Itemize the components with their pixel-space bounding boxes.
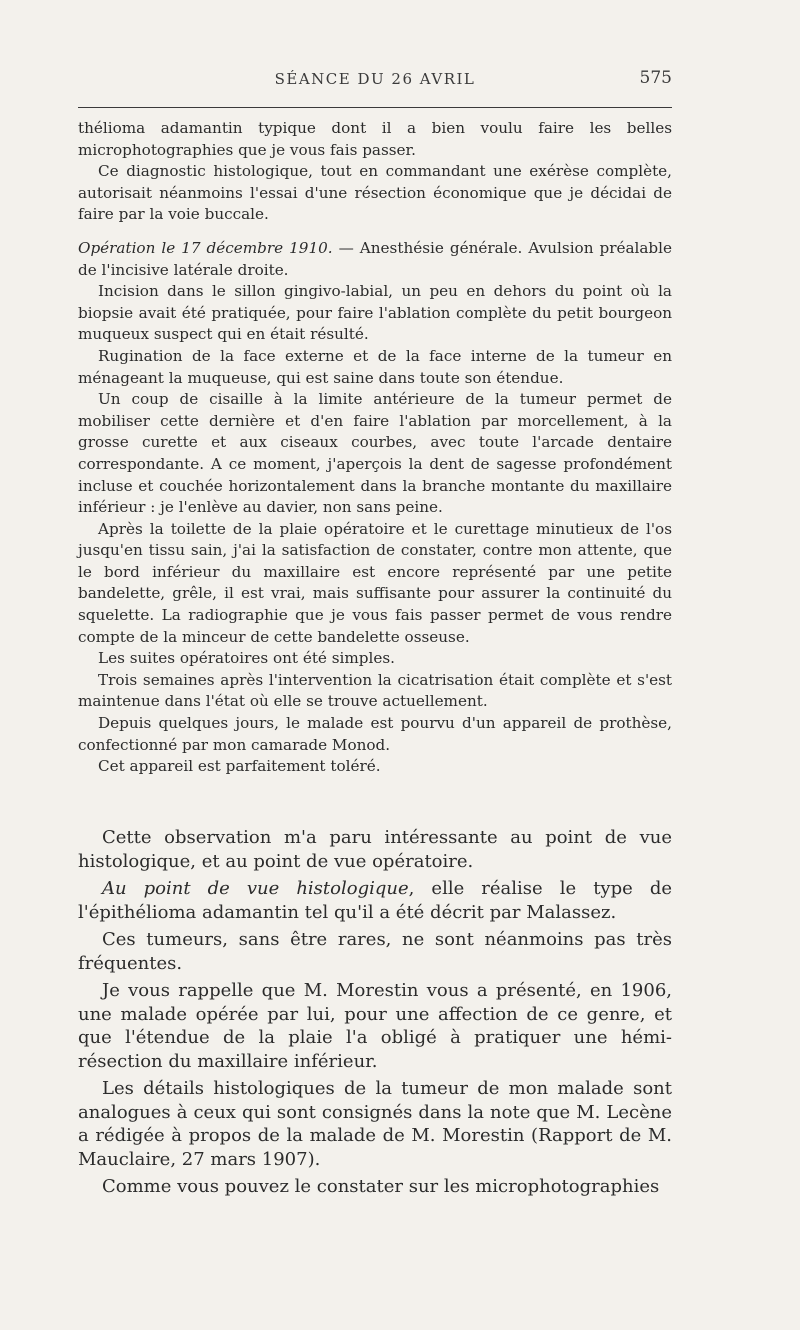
paragraph: Cet appareil est parfaitement toléré. — [98, 757, 381, 776]
paragraph: Trois semaines après l'intervention la cicatrisation était complète et s'est maintenue dans l'état où elle se trouve actuellement. — [78, 670, 672, 711]
paragraph: Ces tumeurs, sans être rares, ne sont néanmoins pas très fréquentes. — [78, 929, 672, 974]
running-head: SÉANCE DU 26 AVRIL — [274, 70, 476, 88]
paragraph: Un coup de cisaille à la limite antérieure de la tumeur permet de mobiliser cette dernière et d'en faire l'ablation par morcellement, à la grosse curette et aux ciseaux courbes, avec toute l'arcade dentaire correspondante. A ce moment, j'aperçois la dent de sagesse profondément incluse et couchée horizontalement dans la branche montante du maxillaire inférieur : je l'enlève au davier, non sans peine. — [78, 390, 672, 517]
operation-paragraph — [78, 238, 672, 281]
paragraph: Après la toilette de la plaie opératoire et le curettage minutieux de l'os jusqu'en tissu sain, j'ai la satisfaction de constater, contre mon attente, que le bord inférieur du maxillaire est encore représenté par une petite bandelette, grêle, il est vrai, mais suffisante pour assurer la continuité du squelette. La radiographie que je vous fais passer permet de vous rendre compte de la minceur de cette bandelette osseuse. — [78, 519, 672, 646]
page-header — [78, 64, 672, 94]
histology-text: , elle réalise le type de l'épithélioma adamantin tel qu'il a été décrit par Malassez. — [78, 878, 672, 923]
paragraph: Les suites opératoires ont été simples. — [98, 649, 395, 668]
paragraph: Ce diagnostic histologique, tout en commandant une exérèse complète, autorisait néanmoins l'essai d'une résection économique que je décidai de faire par la voie buccale. — [78, 162, 672, 224]
paragraph: Cette observation m'a paru intéressante au point de vue histologique, et au point de vue opératoire. — [78, 827, 672, 872]
paragraph: thélioma adamantin typique dont il a bien voulu faire les belles microphotographies que je vous fais passer. — [78, 119, 672, 159]
paragraph: Rugination de la face externe et de la face interne de la tumeur en ménageant la muqueuse, qui est saine dans toute son étendue. — [78, 346, 672, 387]
paragraph: Les détails histologiques de la tumeur de mon malade sont analogues à ceux qui sont consignés dans la note que M. Lecène a rédigée à propos de la malade de M. Morestin (Rapport de M. Mauclaire, 27 mars 1907). — [78, 1078, 672, 1170]
paragraph: Je vous rappelle que M. Morestin vous a présenté, en 1906, une malade opérée par lui, pour une affection de ce genre, et que l'étendue de la plaie l'a obligé à pratiquer une hémi-résection du maxillaire inférieur. — [78, 980, 672, 1072]
operation-date: Opération le 17 décembre 1910. — [78, 238, 333, 257]
page-number: 575 — [639, 68, 672, 88]
case-report-block — [78, 118, 672, 778]
paragraph: Incision dans le sillon gingivo-labial, un peu en dehors du point où la biopsie avait été pratiquée, pour faire l'ablation complète du petit bourgeon muqueux suspect qui en était résulté. — [78, 282, 672, 344]
operation-text: — Anesthésie générale. Avulsion préalable de l'incisive latérale droite. — [78, 238, 672, 279]
histology-heading: Au point de vue histologique — [102, 878, 409, 899]
header-rule — [78, 107, 672, 108]
discussion-block — [78, 826, 672, 1199]
paragraph: Comme vous pouvez le constater sur les microphotographies — [102, 1176, 660, 1197]
histology-paragraph — [78, 877, 672, 924]
paragraph: Depuis quelques jours, le malade est pourvu d'un appareil de prothèse, confectionné par mon camarade Monod. — [78, 714, 672, 754]
